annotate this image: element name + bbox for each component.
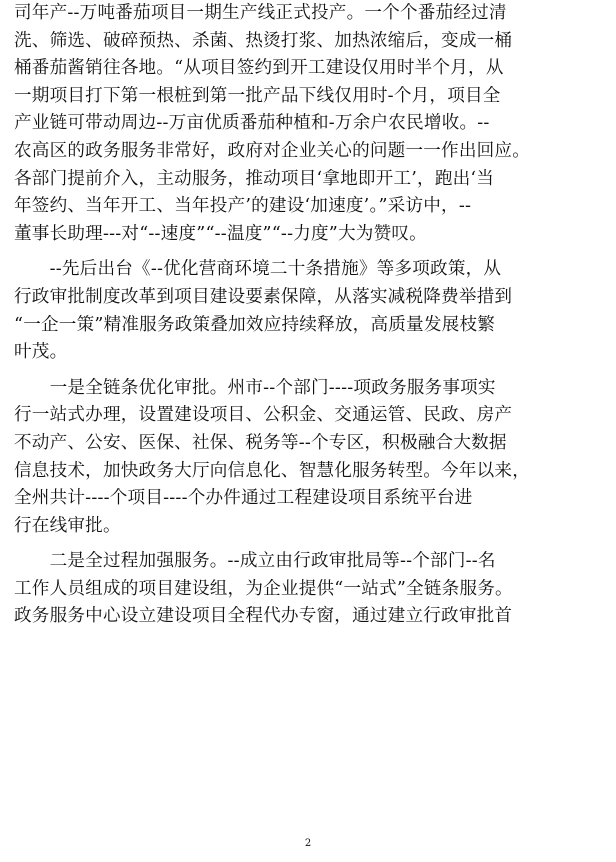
text-line: 全州共计----个项目----个办件通过工程建设项目系统平台进 [14,488,473,509]
text-line: 二是全过程加强服务。--成立由行政审批局等--个部门--名 [14,551,496,572]
text-line: --先后出台《--优化营商环境二十条措施》等多项政策，从 [14,259,502,280]
text-line: 不动产、公安、医保、社保、税务等--个专区，积极融合大数据 [14,432,507,453]
text-line: 农高区的政务服务非常好，政府对企业关心的问题一一作出回应。 [14,140,531,161]
paragraph-4 [14,548,604,631]
text-line: 董事长助理---对“--速度”“--温度”“--力度”大为赞叹。 [14,223,427,244]
text-line: 各部门提前介入，主动服务，推动项目‘拿地即开工’，跑出‘当 [14,168,495,189]
text-line: 叶茂。 [14,342,68,363]
paragraph-gap [14,540,604,548]
text-line: 产业链可带动周边--万亩优质番茄种植和-万余户农民增收。-- [14,113,490,134]
text-line: 行一站式办理，设置建设项目、公积金、交通运管、民政、房产 [14,405,513,426]
body-text [14,0,604,631]
text-line: 政务服务中心设立建设项目全程代办专窗，通过建立行政审批首 [14,606,513,627]
text-line: “一企一策”精准服务政策叠加效应持续释放，高质量发展枝繁 [14,314,496,335]
text-line: 信息技术，加快政务大厅向信息化、智慧化服务转型。今年以来， [14,460,531,481]
text-line: 行在线审批。 [14,515,121,536]
paragraph-3 [14,375,604,541]
text-line: 桶番茄酱销往各地。“从项目签约到开工建设仅用时半个月，从 [14,58,504,79]
text-line: 一期项目打下第一根桩到第一批产品下线仅用时-个月，项目全 [14,85,501,106]
text-line: 司年产--万吨番茄项目一期生产线正式投产。一个个番茄经过清 [14,3,507,23]
text-line: 工作人员组成的项目建设组，为企业提供“一站式”全链条服务。 [14,578,513,599]
paragraph-1 [14,0,604,248]
text-line: 年签约、当年开工、当年投产’的建设‘加速度’。”采访中，-- [14,196,472,217]
text-line: 一是全链条优化审批。州市--个部门----项政务服务事项实 [14,377,496,398]
text-line: 行政审批制度改革到项目建设要素保障，从落实减税降费举措到 [14,286,513,307]
paragraph-2 [14,256,604,366]
text-line: 洗、筛选、破碎预热、杀菌、热烫打浆、加热浓缩后，变成一桶 [14,30,513,51]
paragraph-gap [14,248,604,256]
page-number: 2 [304,838,312,849]
paragraph-gap [14,367,604,375]
